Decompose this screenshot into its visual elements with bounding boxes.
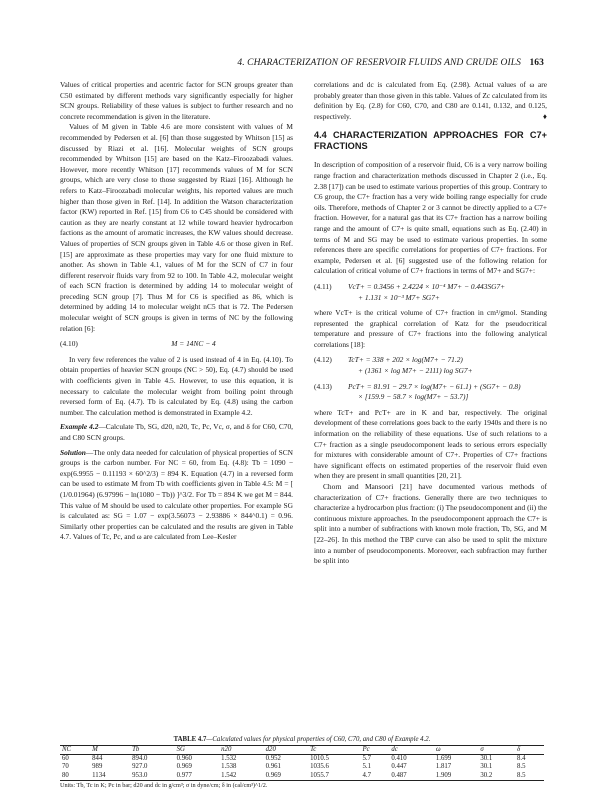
table-cell: 1035.6: [310, 763, 329, 771]
column-header: Pc: [361, 746, 390, 755]
column-header: Tc: [308, 746, 360, 755]
paragraph: Values of critical properties and acentric factor for SCN groups greater than C50 estimated by different methods vary significantly especially for higher SCN groups. Reliability of these values is subject to further research and no concrete recommendation is given in the literature.: [60, 80, 293, 121]
table-cell: 0.977: [175, 772, 220, 781]
table-cell: 1055.7: [308, 772, 360, 781]
table-cell: 1.699: [435, 755, 452, 763]
section-title: 4.4 CHARACTERIZATION APPROACHES FOR C7+ FRACTIONS: [314, 130, 547, 152]
table-cell: 989: [92, 763, 103, 771]
equation-line: × [159.9 − 58.7 × log(M7+ − 53.7)]: [358, 392, 469, 402]
header-title: 4. CHARACTERIZATION OF RESERVOIR FLUIDS AND CRUDE OILS: [237, 58, 521, 68]
column-header: Tb: [130, 746, 175, 755]
column-header: SG: [175, 746, 220, 755]
page-number: 163: [529, 58, 544, 68]
table-cell: 30.1: [480, 755, 493, 763]
column-header: M: [90, 746, 130, 755]
table-cell: 1.542: [219, 772, 264, 781]
table-cell: 1.532: [221, 755, 237, 763]
table-caption-text: —Calculated values for physical properties of C60, C70, and C80 of Example 4.2.: [206, 736, 431, 743]
table-cell: 0.447: [391, 763, 407, 771]
running-header: [60, 58, 544, 72]
table-caption: [60, 736, 544, 743]
table-4-7: [60, 736, 544, 789]
solution-title: Solution: [60, 447, 86, 457]
table-cell: 953.0: [130, 772, 175, 781]
equation-4-12: [314, 355, 547, 376]
table-cell: 1010.5: [310, 755, 329, 763]
equation-4-11: [314, 282, 547, 303]
column-header: δ: [515, 746, 544, 755]
example-text: —Calculate Tb, SG, d20, n20, Tc, Pc, Vc, σ, and δ for C60, C70, and C80 SCN groups.: [60, 422, 293, 442]
table-units-note: Units: Tb, Tc in K; Pc in bar; d20 and dc in g/cm³; σ in dyne/cm; δ in (cal/cm³)^1/2.: [60, 781, 268, 789]
paragraph: [314, 80, 547, 122]
equation-body: [348, 355, 547, 376]
table-cell: 30.2: [478, 772, 515, 781]
column-header: ω: [434, 746, 479, 755]
equation-number: (4.13): [314, 381, 332, 391]
equation-line: VcT+ = 0.3456 + 2.4224 × 10⁻⁴ M7+ − 0.443SG7+: [348, 281, 506, 291]
equation-line: TcT+ = 338 + 202 × log(M7+ − 71.2): [348, 355, 463, 365]
table-header-row: [60, 746, 544, 755]
table-row: [60, 755, 544, 764]
table-cell: 0.961: [265, 763, 281, 771]
equation-4-13: [314, 382, 547, 403]
table-cell: 0.960: [176, 755, 192, 763]
table-cell: 4.7: [361, 772, 390, 781]
right-column: [314, 80, 547, 728]
data-table: [60, 745, 544, 781]
equation-body: [348, 382, 547, 403]
table-cell: 844: [92, 755, 103, 763]
table-cell: 1134: [90, 772, 130, 781]
column-header: σ: [478, 746, 515, 755]
table-cell: 894.0: [132, 755, 148, 763]
table-cell: 0.969: [264, 772, 309, 781]
table-cell: 0.952: [265, 755, 281, 763]
table-cell: 927.0: [132, 763, 148, 771]
table-row: [60, 772, 544, 781]
left-column: [60, 80, 293, 728]
table-cell: 1.909: [434, 772, 479, 781]
table-cell: 8.4: [517, 755, 526, 763]
column-header: d20: [264, 746, 309, 755]
equation-body: M = 14NC − 4: [171, 339, 216, 349]
equation-4-10: [60, 339, 293, 350]
column-header: dc: [389, 746, 434, 755]
equation-line: + (1361 × log M7+ − 2111) log SG7+: [358, 366, 473, 376]
table-cell: 30.1: [480, 763, 493, 771]
table-cell: 0.410: [391, 755, 407, 763]
end-of-example-diamond-icon: ♦: [542, 111, 547, 121]
table-cell: 70: [62, 763, 69, 771]
example-paragraph: [60, 422, 293, 443]
equation-number: (4.10): [60, 339, 78, 349]
solution-paragraph: [60, 448, 293, 543]
equation-line: PcT+ = 81.91 − 29.7 × log(M7+ − 61.1) + (SG7+ − 0.8): [348, 381, 521, 391]
table-cell: 1.538: [221, 763, 237, 771]
paragraph: Values of M given in Table 4.6 are more consistent with values of M recommended by Pedersen et al. [6] than those suggested by Whitson [15] as discussed by Riazi et al. [16]. Molecular weights of SCN groups recommended by Whitson [15] are based on the Katz–Firoozabadi values. However, more recently Whitson [17] recommends values of M for SCN groups, which are very close to those suggested by Riazi [16]. Although he refers to Katz–Firoozabadi molecular weights, his reported values are much higher than those given in Ref. [14]. In addition the Watson characterization factor (KW) reported in Ref. [15] from C6 to C45 should be considered with caution as they are nearly constant at 12 while toward heavier hydrocarbon factions as the amount of aromatic increases, the KW values should decrease. Values of properties of SCN groups given in Table 4.6 or those given in Ref. [15] are approximate as these properties may vary for one fluid mixture to another. As shown in Table 4.1, values of M for the SCN of C7 in four different reservoir fluids vary from 92 to 100. In Table 4.2, molecular weight of each SCN fraction is determined by adding 14 to molecular weight of preceding SCN group [7]. Thus M for C6 is specified as 86, which is determined by adding 14 to molecular weight nC5 that is 72. The Pedersen molecular weight of SCN groups is given in terms of NC by the following relation [6]:: [60, 122, 293, 333]
example-title: Example 4.2: [60, 422, 99, 432]
paragraph: In very few references the value of 2 is used instead of 4 in Eq. (4.10). To obtain properties of heavier SCN groups (NC > 50), Eq. (4.7) should be used with coefficients given in Table 4.5. However, to use this equation, it is necessary to calculate the molecular weight from boiling point through reversed form of Eq. (4.7). Tb is calculated by Eq. (4.8) using the carbon number. The calculation method is demonstrated in Example 4.2.: [60, 354, 293, 417]
paragraph-text: correlations and dc is calculated from Eq. (2.98). Actual values of ω are probably greater than those given in this table. Values of Zc calculated from its definition by Eq. (2.8) for C60, C70, and C80 are 0.141, 0.132, and 0.125, respectively.: [314, 80, 547, 121]
paragraph: where VcT+ is the critical volume of C7+ fraction in cm³/gmol. Standing represented the graphical correlation of Katz for the pseudocritical temperature and pressure of C7+ fractions into the following analytical correlations [18]:: [314, 308, 547, 349]
column-header: n20: [219, 746, 264, 755]
equation-line: + 1.131 × 10⁻³ M7+ SG7+: [358, 292, 440, 302]
table-cell: 0.487: [389, 772, 434, 781]
equation-body: [348, 282, 547, 303]
table-cell: 60: [62, 755, 69, 763]
table-row: [60, 763, 544, 771]
paragraph: where TcT+ and PcT+ are in K and bar, respectively. The original development of these correlations goes back to the early 1940s and there is no information on the reliability of these equations. Use of such relations to a C7+ fraction as a single pseudocomponent leads to serious errors especially for mixtures with considerable amount of C7+. Properties of C7+ fractions have significant effects on estimated properties of the reservoir fluid even when they are present in small quantities [20, 21].: [314, 407, 547, 481]
solution-text: —The only data needed for calculation of physical properties of SCN groups is the carbon number. For NC = 60, from Eq. (4.8): Tb = 1090 − exp(6.9955 − 0.11193 × 60^2/3) = 894 K. Equation (4.7) in a reversed form can be used to estimate M from Tb with coefficients given in Table 4.5: M = [ (1/0.01964) (6.97996 − ln(1080 − Tb)) ]^3/2. For Tb = 894 K we get M = 844. This value of M should be used to calculate other properties. For example SG is calculated as: SG = 1.07 − exp(3.56073 − 2.93886 × 844^0.1) = 0.96. Similarly other properties can be calculated and the results are given in Table 4.7. Values of Tc, Pc, and ω are calculated from Lee–Kesler: [60, 447, 293, 542]
table-cell: 5.1: [362, 763, 372, 771]
equation-number: (4.11): [314, 281, 332, 291]
table-cell: 80: [60, 772, 90, 781]
paragraph: Chorn and Mansoori [21] have documented various methods of characterization of C7+ fractions. Generally there are two techniques to characterize a hydrocarbon plus fraction: (i) The pseudocomponent and (ii) the continuous mixture approaches. In the pseudocomponent approach the C7+ is split into a number of subfractions with known mole fraction, Tb, SG, and M [22–26]. In this method the TBP curve can also be used to split the mixture into a number of pseudocomponents. Moreover, each subfraction may further be split into: [314, 482, 547, 566]
table-cell: 0.969: [176, 763, 192, 771]
table-cell: 8.5: [517, 763, 526, 771]
table-cell: 1.817: [435, 763, 452, 771]
column-header: NC: [60, 746, 90, 755]
table-caption-label: TABLE 4.7: [173, 736, 207, 743]
table-cell: 5.7: [362, 755, 372, 763]
equation-number: (4.12): [314, 355, 332, 365]
paragraph: In description of composition of a reservoir fluid, C6 is a very narrow boiling range fraction and characterization methods discussed in Chapter 2 (i.e., Eq. 2.38 [17]) can be used to estimate various properties of this group. Contrary to C6 group, the C7+ fraction has a very wide boiling range especially for crude oils. Therefore, methods of Chapter 2 or 3 cannot be directly applied to a C7+ fraction. However, for a natural gas that its C7+ fraction has a narrow boiling range and the amount of C7+ is quite small, equations such as Eq. (2.40) in terms of M and SG may be used to estimate various properties. In some references there are specific correlations for properties of C7+ fractions. For example, Pedersen et al. [6] suggested use of the following relation for calculation of critical volume of C7+ fractions in terms of M7+ and SG7+:: [314, 160, 547, 276]
table-cell: 8.5: [515, 772, 544, 781]
